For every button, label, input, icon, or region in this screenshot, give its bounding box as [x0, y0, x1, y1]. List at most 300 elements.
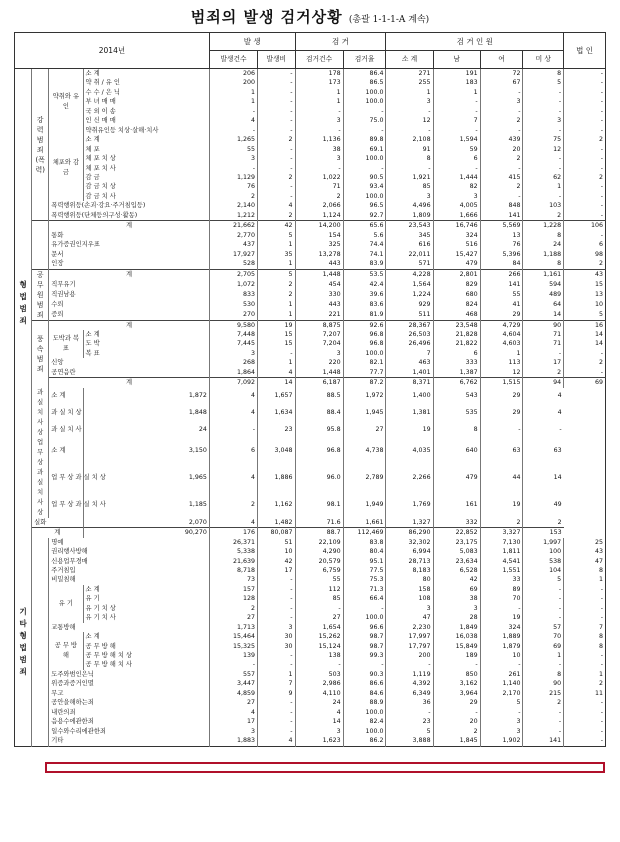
occurrence-header: 발 생 — [209, 33, 295, 51]
table-cell: 20 — [480, 145, 523, 154]
table-cell: 100.0 — [343, 613, 386, 622]
row-label: 인장 — [49, 259, 210, 269]
table-cell: 270 — [209, 309, 257, 320]
table-cell: - — [258, 69, 295, 79]
group-violent: 강력범죄(폭력) — [32, 69, 49, 221]
table-cell: 21,639 — [209, 557, 257, 566]
table-cell: 1 — [564, 670, 606, 679]
table-cell: 929 — [386, 300, 433, 310]
table-cell: 69 — [564, 378, 606, 388]
table-cell: 437 — [209, 240, 257, 249]
table-cell: - — [523, 349, 564, 358]
table-cell: 106 — [564, 221, 606, 231]
table-cell: 59 — [433, 145, 480, 154]
table-row — [15, 259, 606, 269]
table-cell: 1,594 — [433, 135, 480, 144]
table-cell: 479 — [433, 464, 480, 491]
table-cell: 530 — [209, 300, 257, 310]
col-female: 여 — [480, 51, 523, 69]
table-row — [15, 594, 606, 603]
table-row — [15, 320, 606, 330]
row-label: 인 신 매 매 — [83, 116, 209, 125]
table-cell: 1,072 — [209, 280, 257, 290]
table-cell: 15,124 — [295, 642, 343, 651]
table-cell: 4,110 — [295, 689, 343, 698]
table-cell: - — [386, 126, 433, 135]
table-cell: 215 — [523, 689, 564, 698]
table-cell: 528 — [209, 259, 257, 269]
table-cell: 324 — [433, 231, 480, 240]
table-cell: 848 — [480, 201, 523, 210]
table-cell: 2 — [564, 679, 606, 688]
table-cell: 4,035 — [386, 438, 433, 465]
table-cell: - — [258, 651, 295, 660]
table-cell: - — [258, 727, 295, 736]
table-cell: - — [564, 211, 606, 221]
table-cell: - — [258, 97, 295, 106]
row-label: 권리행사방해 — [49, 547, 210, 556]
col-male: 남 — [433, 51, 480, 69]
table-cell: 4,603 — [480, 339, 523, 348]
table-row — [15, 642, 606, 651]
row-label: 무고 — [49, 689, 210, 698]
row-label: 직권남용 — [49, 290, 210, 300]
table-cell: 16 — [564, 320, 606, 330]
table-cell: 157 — [209, 585, 257, 594]
table-cell: - — [523, 192, 564, 201]
table-cell: 1 — [258, 670, 295, 679]
table-cell: 82.4 — [343, 717, 386, 726]
table-cell: 91 — [386, 145, 433, 154]
table-row — [15, 280, 606, 290]
table-cell: 99.3 — [343, 651, 386, 660]
row-label: 위증과증거인멸 — [49, 679, 210, 688]
table-cell: 139 — [209, 651, 257, 660]
table-row — [15, 613, 606, 622]
table-row — [15, 438, 606, 465]
table-cell: 80 — [386, 575, 433, 584]
table-cell: 268 — [209, 358, 257, 367]
table-row — [15, 632, 606, 641]
table-cell: 2,705 — [209, 269, 257, 280]
table-cell: - — [386, 708, 433, 717]
group-blank — [32, 221, 49, 269]
table-cell: - — [258, 708, 295, 717]
table-cell: 14 — [523, 464, 564, 491]
table-cell: 1 — [433, 88, 480, 97]
table-cell: 24 — [295, 698, 343, 707]
table-row — [15, 575, 606, 584]
table-cell: - — [386, 107, 433, 116]
table-cell: 17,997 — [386, 632, 433, 641]
table-cell: 9 — [258, 689, 295, 698]
table-cell: 21,828 — [433, 330, 480, 339]
table-cell: 35 — [258, 250, 295, 259]
table-cell: 15 — [564, 280, 606, 290]
table-cell: 5 — [386, 727, 433, 736]
table-cell: 88.4 — [295, 404, 343, 421]
table-cell: 36 — [386, 698, 433, 707]
row-label: 약 취 / 유 인 — [83, 78, 209, 87]
table-cell: 2 — [523, 518, 564, 528]
table-cell: 26,371 — [209, 538, 257, 547]
table-cell: 15,464 — [209, 632, 257, 641]
table-cell: - — [564, 717, 606, 726]
table-cell: 7,130 — [480, 538, 523, 547]
table-cell: - — [564, 651, 606, 660]
table-cell: 3,327 — [480, 528, 523, 538]
table-cell: - — [523, 594, 564, 603]
table-cell: 41 — [480, 300, 523, 310]
table-cell: 74.4 — [343, 240, 386, 249]
row-label: 약취유인등 치상·살해·치사 — [83, 126, 209, 135]
table-cell: 439 — [480, 135, 523, 144]
table-cell: - — [433, 126, 480, 135]
table-cell: 1,387 — [433, 368, 480, 378]
table-cell: 75.0 — [343, 116, 386, 125]
table-cell: 220 — [295, 358, 343, 367]
table-cell: 77.5 — [343, 566, 386, 575]
table-cell: 557 — [209, 670, 257, 679]
table-cell: 14 — [258, 378, 295, 388]
table-cell: 2 — [258, 211, 295, 221]
table-row — [15, 464, 606, 491]
table-cell: 3 — [209, 349, 257, 358]
table-cell: 1,769 — [386, 491, 433, 518]
table-cell: 1,482 — [258, 518, 295, 528]
table-cell: 30 — [258, 632, 295, 641]
table-cell: 100.0 — [343, 349, 386, 358]
table-cell: 2,770 — [209, 231, 257, 240]
table-cell: - — [386, 164, 433, 173]
table-cell: 158 — [386, 585, 433, 594]
table-cell: 4 — [209, 708, 257, 717]
table-cell: 1,551 — [480, 566, 523, 575]
table-cell: 84 — [480, 259, 523, 269]
table-cell: 47 — [564, 557, 606, 566]
table-cell: 42.4 — [343, 280, 386, 290]
table-cell: 443 — [295, 300, 343, 310]
table-cell: 1,811 — [480, 547, 523, 556]
table-cell: 15 — [258, 330, 295, 339]
row-label: 소 계 — [83, 632, 209, 641]
table-cell: - — [564, 727, 606, 736]
table-cell: 25 — [564, 538, 606, 547]
row-label: 유 기 치 사 — [83, 613, 209, 622]
table-cell: 62 — [523, 173, 564, 182]
table-cell: 8 — [523, 231, 564, 240]
table-cell: 14 — [564, 339, 606, 348]
table-cell: 324 — [480, 623, 523, 632]
table-cell: - — [258, 107, 295, 116]
table-cell: 15,849 — [433, 642, 480, 651]
table-cell: 1 — [295, 97, 343, 106]
table-cell: 6 — [209, 438, 257, 465]
table-cell: 26,503 — [386, 330, 433, 339]
table-cell: 463 — [386, 358, 433, 367]
table-cell: 98 — [564, 250, 606, 259]
table-cell: 8,183 — [386, 566, 433, 575]
row-label: 소 계 — [83, 330, 209, 339]
table-cell: - — [343, 107, 386, 116]
table-cell: 29 — [480, 388, 523, 405]
table-cell: - — [433, 97, 480, 106]
row-label: 수 수 / 은 닉 — [83, 88, 209, 97]
year-header: 2014년 — [15, 33, 210, 69]
table-cell: 1,657 — [258, 388, 295, 405]
table-cell: 6 — [564, 240, 606, 249]
table-cell: 16,038 — [433, 632, 480, 641]
table-cell: 19 — [258, 320, 295, 330]
table-cell: 138 — [295, 651, 343, 660]
table-cell: 27 — [295, 613, 343, 622]
table-cell: 4,392 — [386, 679, 433, 688]
table-cell: 89 — [480, 585, 523, 594]
table-cell: 7 — [386, 349, 433, 358]
table-cell: 112,469 — [343, 528, 386, 538]
table-cell: 3 — [480, 717, 523, 726]
table-cell: 1,883 — [209, 736, 257, 746]
table-cell: 24 — [523, 240, 564, 249]
table-cell: - — [564, 594, 606, 603]
highlight-box — [45, 762, 605, 773]
table-cell: 27 — [209, 613, 257, 622]
table-cell: 640 — [433, 438, 480, 465]
table-cell: 128 — [209, 594, 257, 603]
table-cell: 20 — [433, 717, 480, 726]
table-cell: 2 — [433, 727, 480, 736]
table-cell: 24 — [83, 421, 209, 438]
table-cell: 4,541 — [480, 557, 523, 566]
table-cell: 95.1 — [343, 557, 386, 566]
table-row — [15, 547, 606, 556]
table-cell: 103 — [523, 201, 564, 210]
table-cell: - — [523, 660, 564, 669]
table-row — [15, 736, 606, 746]
table-cell: 2,066 — [295, 201, 343, 210]
table-cell: 100.0 — [343, 154, 386, 163]
table-cell: 28 — [433, 613, 480, 622]
table-row — [15, 679, 606, 688]
table-cell: 1,400 — [386, 388, 433, 405]
table-cell: 4,290 — [295, 547, 343, 556]
table-cell: 6,759 — [295, 566, 343, 575]
table-cell: - — [523, 107, 564, 116]
table-cell: 2,070 — [83, 518, 209, 528]
table-cell: 443 — [295, 259, 343, 269]
table-cell: 3 — [523, 116, 564, 125]
table-row — [15, 78, 606, 87]
table-cell: - — [523, 88, 564, 97]
table-cell: 8,875 — [295, 320, 343, 330]
table-cell: 89.8 — [343, 135, 386, 144]
table-row — [15, 240, 606, 249]
table-cell: 161 — [433, 491, 480, 518]
table-cell: 16,746 — [433, 221, 480, 231]
table-cell: - — [258, 126, 295, 135]
table-cell: 69 — [523, 642, 564, 651]
table-cell: 6 — [433, 349, 480, 358]
table-cell: 98.7 — [343, 642, 386, 651]
table-cell: 98.7 — [343, 632, 386, 641]
table-cell: 1,212 — [209, 211, 257, 221]
table-cell: 535 — [433, 404, 480, 421]
subgroup-label: 도박과 복 표 — [49, 330, 83, 358]
table-cell: 153 — [523, 528, 564, 538]
table-cell: 96.6 — [343, 623, 386, 632]
table-cell: - — [258, 585, 295, 594]
table-cell: - — [258, 717, 295, 726]
row-label: 유 기 치 상 — [83, 604, 209, 613]
table-cell: 1,809 — [386, 211, 433, 221]
row-label: 소 계 — [49, 438, 83, 465]
title-subtitle: (총괄 1-1-1-A 계속) — [348, 15, 430, 25]
table-cell: 15,325 — [209, 642, 257, 651]
table-row — [15, 660, 606, 669]
table-cell: 15,427 — [433, 250, 480, 259]
table-row — [15, 585, 606, 594]
row-label: 감 금 치 상 — [83, 182, 209, 191]
table-cell: 1,864 — [209, 368, 257, 378]
table-cell: 76 — [480, 240, 523, 249]
table-cell: - — [433, 107, 480, 116]
row-label: 소 계 — [83, 135, 209, 144]
table-cell: 5,083 — [433, 547, 480, 556]
table-row — [15, 330, 606, 339]
table-cell: - — [258, 575, 295, 584]
table-cell: 83.6 — [343, 300, 386, 310]
table-cell: - — [523, 97, 564, 106]
table-row — [15, 173, 606, 182]
table-cell: - — [480, 164, 523, 173]
table-cell: 12 — [480, 368, 523, 378]
row-label: 부 녀 매 매 — [83, 97, 209, 106]
row-label: 소 계 — [83, 585, 209, 594]
table-cell: 5 — [258, 269, 295, 280]
row-label: 체 포 — [83, 145, 209, 154]
table-cell: 19 — [480, 613, 523, 622]
table-cell: 83.9 — [343, 259, 386, 269]
table-cell: 1,185 — [83, 491, 209, 518]
table-cell: - — [564, 201, 606, 210]
table-row — [15, 211, 606, 221]
table-cell: 1 — [386, 88, 433, 97]
table-row — [15, 192, 606, 201]
row-label: 체 포 치 사 — [83, 164, 209, 173]
table-cell: 27 — [209, 698, 257, 707]
table-cell: 1 — [258, 240, 295, 249]
table-cell: 2 — [295, 192, 343, 201]
row-label: 문서 — [49, 250, 210, 259]
row-label: 폭력행위등(단체등의구성·활동) — [49, 211, 210, 221]
table-cell: 77.7 — [343, 368, 386, 378]
table-row — [15, 154, 606, 163]
table-cell: 94 — [523, 378, 564, 388]
table-row — [15, 358, 606, 367]
table-cell: 53.5 — [343, 269, 386, 280]
table-cell: 1,654 — [295, 623, 343, 632]
table-cell: 3 — [386, 192, 433, 201]
table-cell: 28,367 — [386, 320, 433, 330]
table-cell: 1,327 — [386, 518, 433, 528]
table-cell: 332 — [433, 518, 480, 528]
table-cell: 5 — [523, 575, 564, 584]
table-cell: 32,302 — [386, 538, 433, 547]
row-label: 도주와범인은닉 — [49, 670, 210, 679]
table-cell: 75 — [523, 135, 564, 144]
table-cell: 7,448 — [209, 330, 257, 339]
table-cell: 154 — [295, 231, 343, 240]
table-cell: 1,997 — [523, 538, 564, 547]
row-label: 통화 — [49, 231, 210, 240]
table-cell: 26,496 — [386, 339, 433, 348]
table-cell: 3,162 — [433, 679, 480, 688]
table-cell: 1,949 — [343, 491, 386, 518]
table-cell: 84.6 — [343, 689, 386, 698]
table-row — [15, 604, 606, 613]
row-label: 업 무 상 과 실 치 사 — [49, 491, 83, 518]
table-cell: 96.8 — [343, 339, 386, 348]
table-cell: 38 — [295, 145, 343, 154]
table-row — [15, 557, 606, 566]
row-label: 유가증권인지우표 — [49, 240, 210, 249]
table-cell: 15 — [258, 339, 295, 348]
table-row — [15, 126, 606, 135]
table-cell: - — [523, 126, 564, 135]
table-cell: 2 — [258, 135, 295, 144]
table-cell: 71 — [523, 339, 564, 348]
table-cell: 454 — [295, 280, 343, 290]
table-cell: 3,888 — [386, 736, 433, 746]
subgroup-label: 약취와 유 인 — [49, 69, 83, 136]
table-cell: 1 — [523, 651, 564, 660]
table-cell: 80.4 — [343, 547, 386, 556]
table-cell: - — [343, 604, 386, 613]
row-label: 과 실 치 사 — [49, 421, 83, 438]
table-cell: 173 — [295, 78, 343, 87]
table-cell: 2 — [209, 604, 257, 613]
table-cell: 178 — [295, 69, 343, 79]
col-occurrence-rate: 발생비 — [258, 51, 295, 69]
table-row — [15, 538, 606, 547]
table-cell: 1,224 — [386, 290, 433, 300]
row-label: 감 금 치 사 — [83, 192, 209, 201]
table-cell: 4 — [209, 388, 257, 405]
row-label: 실화 — [32, 518, 83, 528]
col-subtotal: 소 계 — [386, 51, 433, 69]
table-cell: 2 — [523, 698, 564, 707]
table-cell: - — [295, 126, 343, 135]
table-row — [15, 689, 606, 698]
table-cell: 55 — [480, 290, 523, 300]
table-cell: 1,849 — [433, 623, 480, 632]
table-cell: 86.2 — [343, 736, 386, 746]
table-cell: 29 — [480, 309, 523, 320]
table-cell: 6 — [433, 154, 480, 163]
table-cell: 4,738 — [343, 438, 386, 465]
table-cell: - — [564, 97, 606, 106]
table-cell: - — [433, 164, 480, 173]
table-cell: 96.5 — [343, 201, 386, 210]
table-cell: 345 — [386, 231, 433, 240]
table-row — [15, 88, 606, 97]
table-cell: 1,661 — [343, 518, 386, 528]
table-cell: 1,022 — [295, 173, 343, 182]
group-custom: 풍속범죄 — [32, 320, 49, 388]
table-cell: 594 — [523, 280, 564, 290]
table-cell: 83.8 — [343, 538, 386, 547]
table-row — [15, 182, 606, 191]
